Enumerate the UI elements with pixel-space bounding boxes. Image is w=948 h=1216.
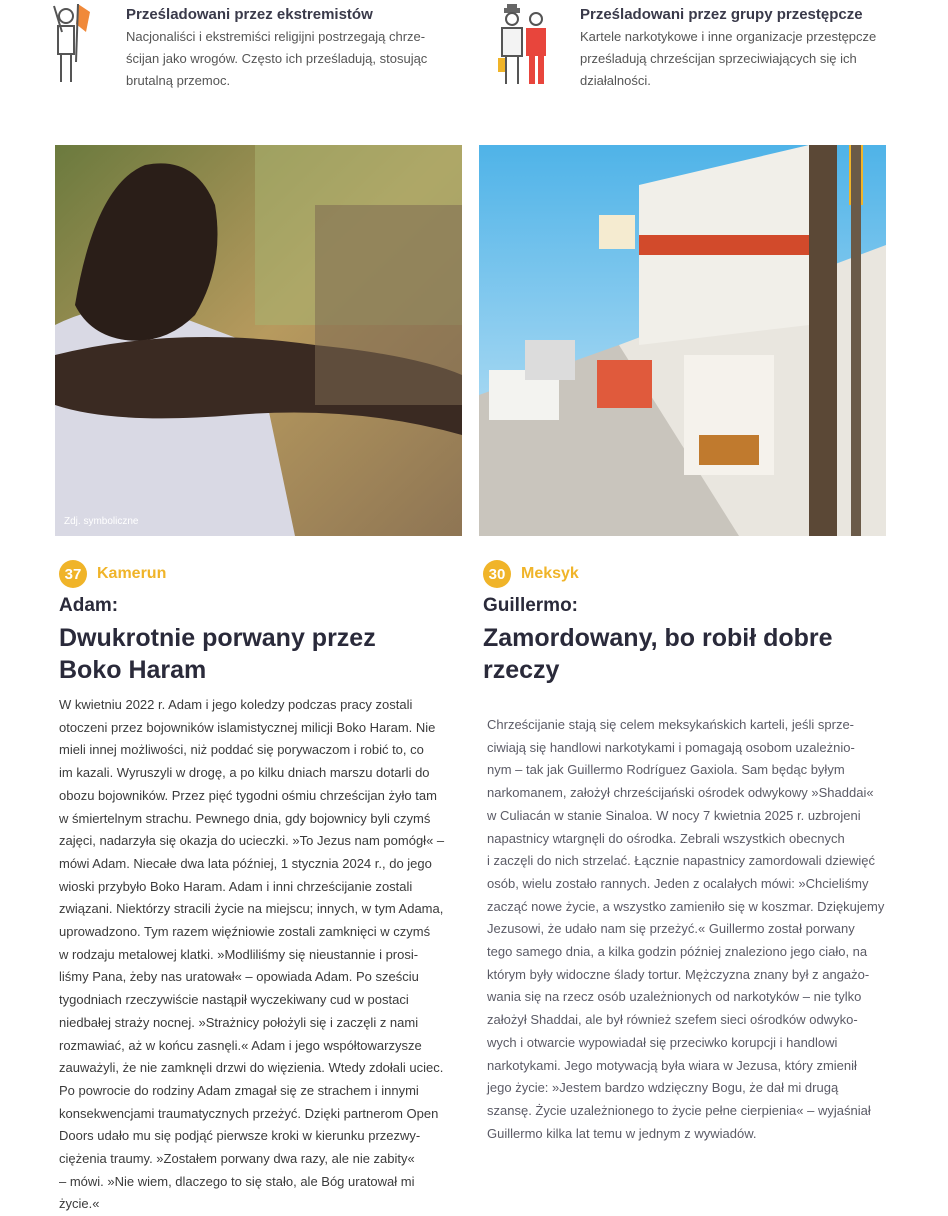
- category-text-line: ścijan jako wrogów. Często ich prześladują, stosując: [126, 51, 428, 66]
- body-line: Jezusowi, że udało nam się przeżyć.« Guillermo został porwany: [487, 921, 855, 937]
- category-title-criminal-groups: Prześladowani przez grupy przestępcze: [580, 6, 863, 23]
- body-line: osób, wielu zostało rannych. Jeden z ocalałych mówi: »Chcieliśmy: [487, 875, 869, 891]
- headline-line: Dwukrotnie porwany przez: [59, 624, 376, 652]
- body-line: uprowadzono. Tym razem więźniowie zostali zamknięci w czymś: [59, 924, 431, 940]
- article-body: [59, 694, 469, 1216]
- category-text-line: Nacjonaliści i ekstremiści religijni postrzegają chrze-: [126, 29, 426, 44]
- category-text-line: Kartele narkotykowe i inne organizacje przestępcze: [580, 29, 877, 44]
- body-line: w Culiacán w stanie Sinaloa. W nocy 7 kwietnia 2025 r. uzbrojeni: [487, 807, 861, 823]
- body-line: Po powrocie do rodziny Adam zmagał się ze strachem i innymi: [59, 1082, 419, 1098]
- body-line: liśmy Pana, żeby nas uratował« – opowiada Adam. Po sześciu: [59, 969, 419, 985]
- person-name: Guillermo:: [483, 595, 579, 616]
- photo-street-mexico: [479, 145, 886, 536]
- body-line: jego życie: »Jestem bardzo wdzięczny Bogu, że dał mi drugą: [487, 1080, 839, 1096]
- rank-badge: 37: [59, 560, 87, 588]
- country-label: Meksyk: [521, 565, 579, 582]
- body-line: W kwietniu 2022 r. Adam i jego koledzy podczas pracy zostali: [59, 697, 413, 712]
- body-line: wania się na rzecz osób uzależnionych od narkotyków – nie tylko: [487, 989, 862, 1005]
- body-line: związani. Niektórzy stracili życie na miejscu; innych, w tym Adama,: [59, 901, 444, 917]
- category-text-line: działalności.: [580, 73, 651, 88]
- body-line: którym były widoczne ślady tortur. Mężczyzna znany był z angażo-: [487, 966, 870, 982]
- body-line: Doors udało mu się podjąć pierwsze kroki w kierunku przezwy-: [59, 1128, 421, 1144]
- body-line: narkomanem, założył chrześcijański ośrodek odwykowy »Shaddai«: [487, 785, 874, 801]
- article-body: [487, 714, 907, 1145]
- body-line: i zaczęli do nich strzelać. Łącznie napastnicy zamordowali dziewięć: [487, 853, 876, 869]
- body-line: narkotykami. Jego motywacją była wiara w Jezusa, który zmienił: [487, 1057, 857, 1073]
- body-line: zajęci, nadarzyła się okazja do ucieczki. »To Jezus nam pomógł« –: [59, 833, 445, 849]
- body-line: obozu bojowników. Przez pięć tygodni ośmiu chrześcijan żyło tam: [59, 787, 437, 803]
- body-line: mieli innej możliwości, niż poddać się porywaczom i robić to, co: [59, 742, 424, 758]
- body-line: – mówi. »Nie wiem, dlaczego to się stało, ale Bóg uratował mi: [59, 1173, 415, 1189]
- body-line: Guillermo kilka lat temu w jednym z wywiadów.: [487, 1125, 757, 1141]
- body-line: tygodniach rzeczywiście nastąpił wyczekiwany cud w postaci: [59, 992, 409, 1008]
- country-label: Kamerun: [97, 565, 167, 582]
- body-line: nym – tak jak Guillermo Rodríguez Gaxiola. Sam będąc byłym: [487, 762, 845, 778]
- body-line: napastnicy wtargnęli do ośrodka. Zebrali wszystkich obecnych: [487, 830, 845, 846]
- person-name: Adam:: [59, 595, 119, 616]
- body-line: zauważyli, że nie zamknęli drzwi do więzienia. Wtedy zdołali uciec.: [59, 1060, 444, 1076]
- body-line: zacząć nowe życie, a wszystko zamieniło się w koszmar. Dziękujemy: [487, 898, 885, 914]
- photo-adam-symbolic: [55, 145, 462, 536]
- body-line: im kazali. Wyruszyli w drogę, a po kilku dniach marszu dotarli do: [59, 765, 430, 781]
- body-line: niedbałej straży nocnej. »Strażnicy położyli się i zaczęli z nami: [59, 1014, 419, 1030]
- article-headline: [483, 622, 903, 686]
- body-line: życie.«: [59, 1196, 100, 1212]
- article-headline: [59, 622, 459, 686]
- body-line: Chrześcijanie stają się celem meksykańskich karteli, jeśli sprze-: [487, 717, 855, 732]
- body-line: w rodzaju metalowej klatki. »Modliliśmy się nieustannie i prosi-: [59, 946, 419, 962]
- headline-line: rzeczy: [483, 656, 560, 684]
- body-line: rozmawiać, aż w końcu zasnęli.« Adam i jego współtowarzysze: [59, 1037, 422, 1053]
- body-line: mówi Adam. Niecałe dwa lata później, 1 stycznia 2024 r., do jego: [59, 855, 432, 871]
- body-line: konsekwencjami traumatycznych przeżyć. Dzięki partnerom Open: [59, 1105, 439, 1121]
- body-line: wioski przybyło Boko Haram. Adam i inni chrześcijanie zostali: [59, 878, 413, 894]
- body-line: ciężenia traumy. »Zostałem porwany dwa razy, ale nie zabity«: [59, 1151, 415, 1167]
- body-line: tego samego dnia, a kilka godzin później znaleziono jego ciało, na: [487, 944, 868, 960]
- headline-line: Zamordowany, bo robił dobre: [483, 624, 833, 652]
- body-line: wych i otwarcie wypowiadał się przeciwko korupcji i handlowi: [487, 1034, 838, 1050]
- category-text-line: prześladują chrześcijan sprzeciwiających się ich: [580, 51, 857, 66]
- extremist-with-flag-icon: [46, 2, 102, 88]
- category-text-extremists: [126, 26, 466, 92]
- body-line: ciwiają się handlowi narkotykami i pomagają osobom uzależnio-: [487, 739, 855, 755]
- category-text-line: brutalną przemoc.: [126, 73, 231, 88]
- headline-line: Boko Haram: [59, 656, 207, 684]
- category-title-extremists: Prześladowani przez ekstremistów: [126, 6, 373, 23]
- category-text-criminal-groups: [580, 26, 920, 92]
- body-line: w śmiertelnym strachu. Pewnego dnia, gdy bojownicy byli czymś: [59, 810, 431, 826]
- criminal-group-icon: [494, 4, 554, 86]
- body-line: otoczeni przez bojowników islamistycznej milicji Boko Haram. Nie: [59, 719, 436, 735]
- body-line: założył Shaddai, ale był również szefem sieci ośrodków odwyko-: [487, 1012, 858, 1028]
- body-line: szansę. Życie uzależnionego to życie pełne cierpienia« – wyjaśniał: [487, 1102, 871, 1118]
- rank-badge: 30: [483, 560, 511, 588]
- photo-caption: Zdj. symboliczne: [64, 516, 139, 527]
